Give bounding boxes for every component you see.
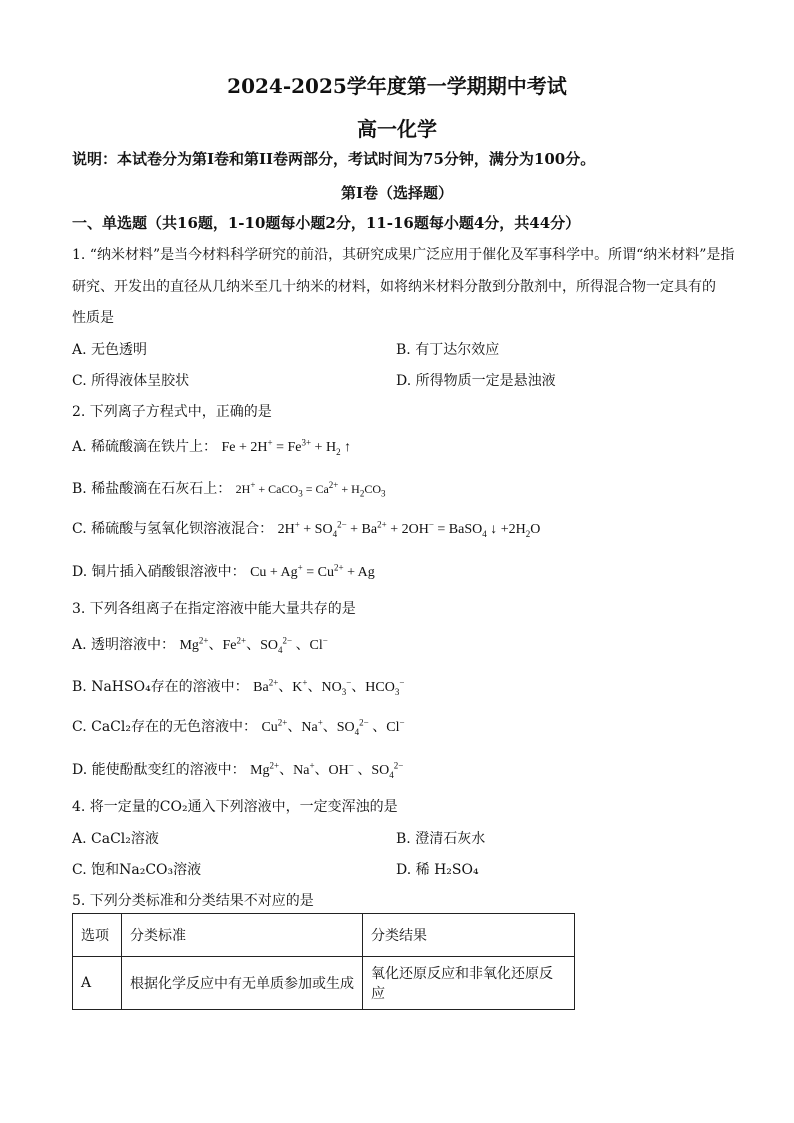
q2-option-d-equation: $Cu + Ag^+ = Cu^{2+} + Ag$: [250, 562, 375, 580]
q3-option-d: [72, 759, 403, 779]
exam-title: 2024-2025学年度第一学期期中考试: [227, 74, 567, 98]
q3-option-b-label: B. NaHSO₄存在的溶液中：: [72, 679, 249, 695]
q2-option-d: [72, 561, 375, 581]
q1-option-d: D. 所得物质一定是悬浊液: [396, 373, 556, 389]
q2-option-c-equation: $2H^+ + SO_4^{2-} + Ba^{2+} + 2OH^-$ = BaSO$_4$ ↓ $+2H_2O$: [277, 519, 541, 539]
table-row: [73, 957, 575, 1010]
q2-option-b-label: B. 稀盐酸滴在石灰石上：: [72, 481, 232, 497]
q2-option-d-label: D. 铜片插入硝酸银溶液中：: [72, 564, 246, 580]
q3-option-b: [72, 676, 404, 696]
table-header-cell: 选项: [73, 914, 122, 957]
q3-option-c-ions: $Cu^{2+}$、Na+、$SO_4^{2-}$ 、Cl−: [261, 717, 405, 737]
q1-option-b: B. 有丁达尔效应: [396, 342, 500, 358]
q2-option-a-label: A. 稀硫酸滴在铁片上：: [72, 439, 218, 455]
q3-option-c: [72, 716, 405, 736]
table-cell: 根据化学反应中有无单质参加或生成: [122, 957, 363, 1010]
q1-option-a: A. 无色透明: [72, 342, 148, 358]
table-cell: A: [73, 957, 122, 1010]
q1-option-c: C. 所得液体呈胶状: [72, 373, 190, 389]
q2-option-a-equation: $Fe + 2H^+ = Fe^{3+} + H_2$ ↑: [221, 437, 352, 457]
table-header-cell: 分类结果: [363, 914, 575, 957]
q5-table: [72, 913, 575, 1010]
table-cell: 氧化还原反应和非氧化还原反应: [363, 957, 575, 1010]
q3-option-b-ions: $Ba^{2+}$、K+、$NO_3^-$、$HCO_3^-$: [253, 677, 405, 697]
q2-option-c: [72, 518, 540, 538]
q3-option-a-ions: $Mg^{2+}$、$Fe^{2+}$、$SO_4^{2-}$ 、Cl−: [179, 635, 328, 655]
q4-stem: 4. 将一定量的CO₂通入下列溶液中，一定变浑浊的是: [72, 799, 398, 815]
q3-stem: 3. 下列各组离子在指定溶液中能大量共存的是: [72, 601, 356, 617]
q2-option-b: [72, 478, 385, 498]
exam-note: 说明：本试卷分为第I卷和第II卷两部分，考试时间为75分钟，满分为100分。: [72, 150, 596, 168]
q2-option-c-label: C. 稀硫酸与氢氧化钡溶液混合：: [72, 521, 274, 537]
q1-line2: 研究、开发出的直径从几纳米至几十纳米的材料，如将纳米材料分散到分散剂中，所得混合物一定具有的: [72, 279, 716, 295]
q3-option-d-ions: $Mg^{2+}$、Na+、OH− 、$SO_4^{2-}$: [250, 760, 404, 780]
q1-line3: 性质是: [72, 310, 114, 326]
q4-option-a: A. CaCl₂溶液: [72, 831, 159, 847]
q3-option-a: [72, 634, 328, 654]
q3-option-a-label: A. 透明溶液中：: [72, 637, 176, 653]
table-header-row: [73, 914, 575, 957]
q4-option-c: C. 饱和Na₂CO₃溶液: [72, 862, 202, 878]
q2-stem: 2. 下列离子方程式中，正确的是: [72, 404, 272, 420]
q2-option-b-equation: 2H+ + CaCO$_3$ = $Ca^{2+} + H_2CO_3$: [235, 480, 386, 499]
exam-subtitle: 高一化学: [357, 117, 437, 141]
q1-line1: 1. “纳米材料”是当今材料科学研究的前沿，其研究成果广泛应用于催化及军事科学中。所谓“纳米材料”是指: [72, 247, 735, 263]
q5-stem: 5. 下列分类标准和分类结果不对应的是: [72, 893, 314, 909]
section-title: 一、单选题（共16题，1-10题每小题2分，11-16题每小题4分，共44分）: [72, 214, 581, 232]
q4-option-b: B. 澄清石灰水: [396, 831, 486, 847]
part-title: 第I卷（选择题）: [340, 184, 454, 202]
q3-option-d-label: D. 能使酚酞变红的溶液中：: [72, 762, 246, 778]
q4-option-d: D. 稀 H₂SO₄: [396, 862, 479, 878]
q2-option-a: [72, 436, 351, 456]
table-header-cell: 分类标准: [122, 914, 363, 957]
q3-option-c-label: C. CaCl₂存在的无色溶液中：: [72, 719, 257, 735]
